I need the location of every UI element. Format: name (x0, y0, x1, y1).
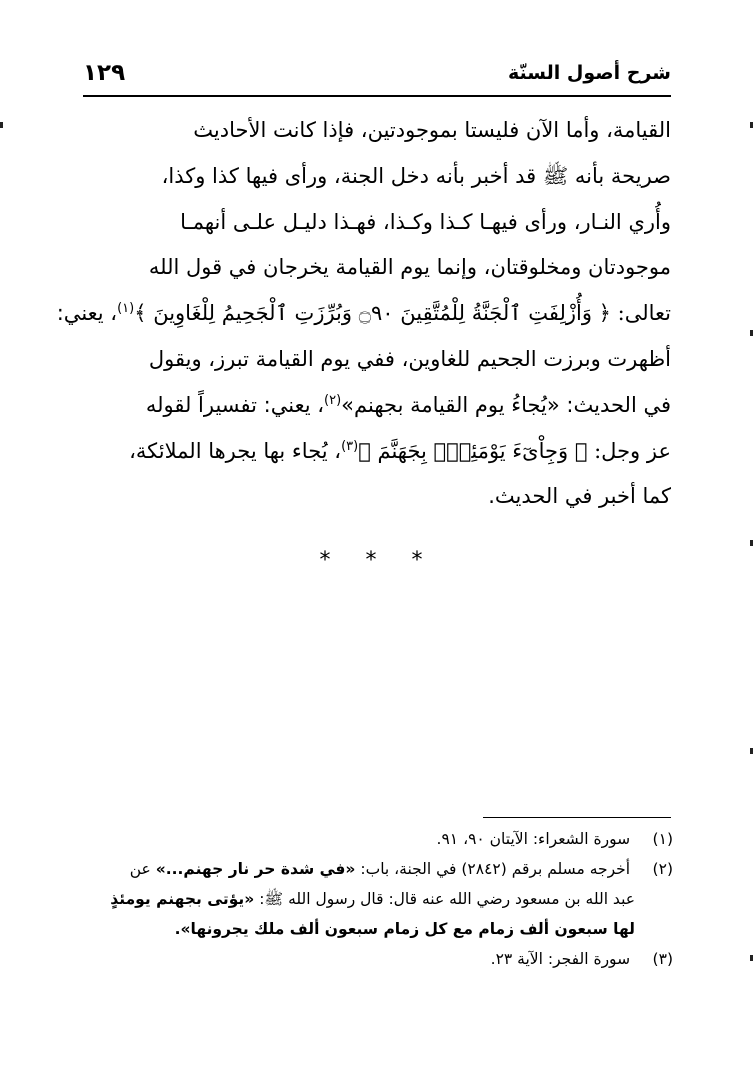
text-line: أظهرت وبرزت الجحيم للغاوين، ففي يوم القيامة تبرز، ويقول (148, 346, 671, 371)
scan-edge-mark (750, 748, 753, 754)
text-fragment: ، يعني: (56, 301, 118, 326)
footnote-text: عبد الله بن مسعود رضي الله عنه قال: قال رسول الله ﷺ: (254, 890, 635, 908)
quran-verse: تعالى: ﴿ وَأُزْلِفَتِ ٱلْجَنَّةُ لِلْمُتَّقِينَ ۝٩٠ وَبُرِّزَتِ ٱلْجَحِيمُ لِلْغَاوِينَ ﴾ (134, 301, 671, 326)
text-fragment: ، يعني: تفسيراً لقوله (145, 392, 325, 417)
scan-edge-mark (750, 955, 753, 961)
text-line: وأُري النـار، ورأى فيهـا كـذا وكـذا، فهـذا دليـل علـى أنهمـا (180, 209, 671, 234)
footnote-quote: لها سبعون ألف زمام مع كل زمام سبعون ألف ملك يجرونها». (174, 920, 635, 938)
footnote-reference: (٢) (324, 392, 342, 408)
footnote-2-continued (83, 884, 673, 914)
footnote-text: عن (129, 860, 156, 878)
footnote-3 (83, 944, 673, 974)
footnote-quote: «في شدة حر نار جهنم...» (155, 860, 356, 878)
text-fragment: ، يُجاء بها يجرها الملائكة، (129, 438, 342, 463)
footnote-number: (٢) (652, 860, 673, 878)
main-text (56, 108, 671, 520)
scan-edge-mark (0, 122, 3, 128)
header-rule (83, 95, 671, 97)
scan-edge-mark (750, 540, 753, 546)
footnote-text: سورة الفجر: الآية ٢٣. (490, 950, 631, 968)
text-line (83, 383, 671, 429)
footnote-1 (83, 824, 673, 854)
running-title: شرح أصول السنّة (508, 62, 671, 84)
footnote-quote: «يؤتى بجهنم يومئذٍ (110, 890, 255, 908)
text-line: موجودتان ومخلوقتان، وإنما يوم القيامة يخرجان في قول الله (148, 255, 671, 280)
footnote-reference: (١) (117, 301, 135, 317)
text-line (83, 429, 671, 475)
page-header (83, 60, 671, 96)
hadith-quote: في الحديث: «يُجاءُ يوم القيامة بجهنم» (341, 392, 671, 417)
scan-edge-mark (750, 330, 753, 336)
footnote-2 (83, 854, 673, 884)
footnote-number: (٣) (652, 950, 673, 968)
footnote-rule (483, 817, 671, 818)
text-line (56, 291, 671, 337)
section-separator: * * * (319, 548, 437, 573)
footnote-reference: (٣) (341, 438, 359, 454)
text-line: كما أخبر في الحديث. (488, 484, 671, 509)
footnote-text: أخرجه مسلم برقم (٢٨٤٢) في الجنة، باب: (355, 860, 631, 878)
scan-edge-mark (750, 122, 753, 128)
footnote-text: سورة الشعراء: الآيتان ٩٠، ٩١. (436, 830, 631, 848)
page-number: ١٢٩ (83, 60, 126, 86)
text-line: صريحة بأنه ﷺ قد أخبر بأنه دخل الجنة، ورأى فيها كذا وكذا، (161, 163, 671, 188)
footnotes (83, 824, 673, 974)
text-line: القيامة، وأما الآن فليستا بموجودتين، فإذا كانت الأحاديث (193, 118, 671, 142)
quran-verse: عز وجل: ﴿ وَجِاْىٓءَ يَوْمَئِذِۭ بِجَهَنَّمَ ﴾ (358, 438, 671, 463)
footnote-2-continued (83, 914, 673, 944)
footnote-number: (١) (652, 830, 673, 848)
